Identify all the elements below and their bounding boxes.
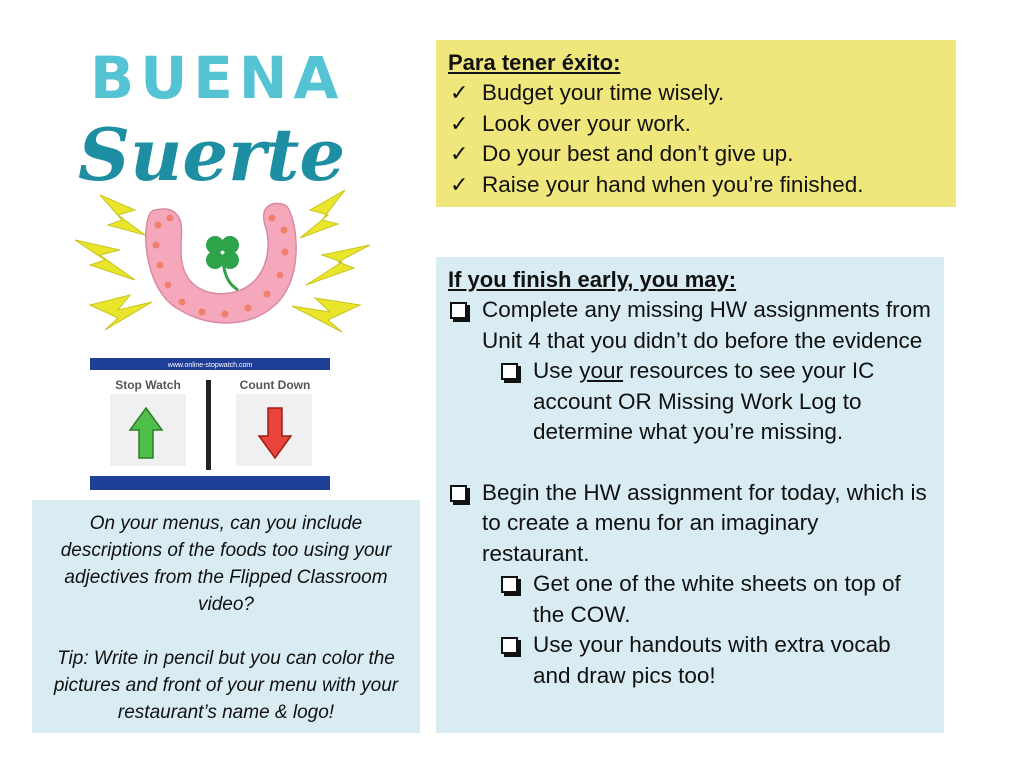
tips-box bbox=[436, 40, 956, 207]
tips-heading: Para tener éxito: bbox=[448, 50, 621, 75]
logo-text-buena: BUENA bbox=[90, 44, 345, 112]
checkmark-icon: ✓ bbox=[450, 141, 469, 166]
list-subitem: Use your handouts with extra vocab and draw pics too! bbox=[448, 630, 932, 691]
buena-suerte-logo bbox=[60, 40, 390, 340]
checkbox-bullet-icon bbox=[448, 295, 482, 356]
menu-note-paragraph: On your menus, can you include descriptions of the foods too using your adjectives from the Flipped Classroom video? bbox=[60, 513, 392, 615]
list-subitem: Get one of the white sheets on top of the COW. bbox=[448, 569, 932, 630]
list-subitem: Use your resources to see your IC account OR Missing Work Log to determine what you’re missing. bbox=[448, 356, 932, 448]
stopwatch-image bbox=[90, 358, 330, 490]
tip-item: ✓ Budget your time wisely. bbox=[448, 78, 944, 109]
checkbox-bullet-icon bbox=[499, 630, 533, 691]
finish-early-heading: If you finish early, you may: bbox=[448, 267, 737, 292]
list-item: Begin the HW assignment for today, which is to create a menu for an imaginary restaurant. bbox=[448, 478, 932, 570]
tip-item: ✓ Raise your hand when you’re finished. bbox=[448, 170, 944, 201]
menu-note-box bbox=[32, 500, 420, 733]
tip-item: ✓ Look over your work. bbox=[448, 109, 944, 140]
logo-text-suerte: Suerte bbox=[78, 112, 346, 197]
checkmark-icon: ✓ bbox=[450, 80, 469, 105]
stopwatch-right-label: Count Down bbox=[239, 378, 311, 392]
checkmark-icon: ✓ bbox=[450, 171, 469, 197]
finish-early-box bbox=[436, 257, 944, 733]
checkbox-bullet-icon bbox=[499, 569, 533, 630]
checkmark-icon: ✓ bbox=[450, 110, 469, 136]
checkbox-bullet-icon bbox=[448, 478, 482, 570]
tip-item: ✓ Do your best and don’t give up. bbox=[448, 139, 944, 170]
stopwatch-left-label: Stop Watch bbox=[115, 378, 181, 392]
checkbox-bullet-icon bbox=[499, 356, 533, 448]
stopwatch-url: www.online-stopwatch.com bbox=[167, 362, 253, 369]
menu-tip-paragraph: Tip: Write in pencil but you can color the pictures and front of your menu with your restaurant’s name & logo! bbox=[53, 648, 399, 723]
list-item: Complete any missing HW assignments from Unit 4 that you didn’t do before the evidence bbox=[448, 295, 932, 356]
